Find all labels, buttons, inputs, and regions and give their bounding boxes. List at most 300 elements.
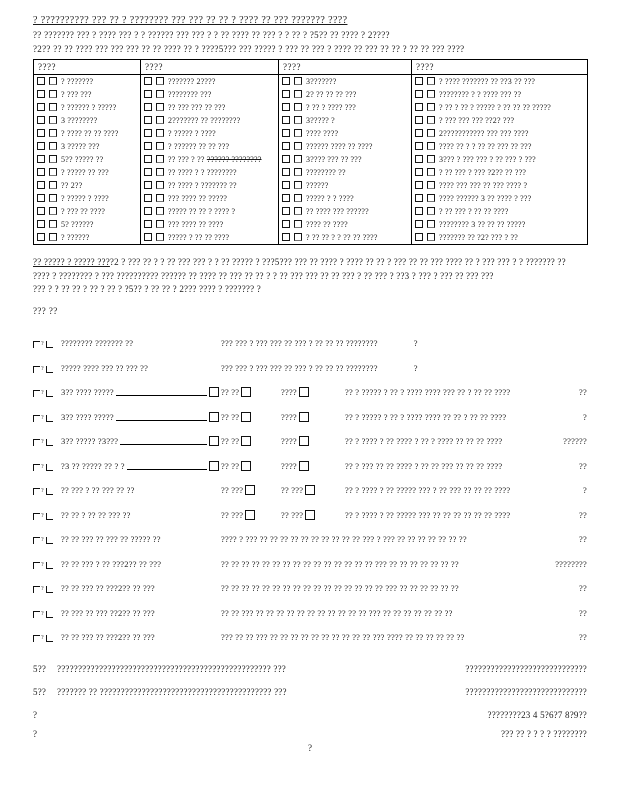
checklist-row (33, 593, 587, 618)
checkbox-no-icon[interactable] (156, 155, 164, 163)
condition-label: ?????? (306, 181, 329, 190)
row-right-text: ?? (579, 607, 587, 618)
footer-line-2 (33, 687, 587, 697)
checkbox-yes-icon[interactable] (282, 155, 290, 163)
footnote-mark: ? (41, 635, 44, 641)
checkbox-no-icon[interactable] (294, 90, 302, 98)
footnote-mark: ? (41, 365, 44, 372)
table-cell (141, 140, 279, 153)
checkbox-yes-icon[interactable] (415, 103, 423, 111)
footnote-mark: ? (41, 561, 44, 568)
row-prefix (33, 390, 59, 397)
row-prefix (33, 415, 59, 422)
table-header-cell: ???? (412, 60, 588, 75)
checkbox-no-icon[interactable] (294, 77, 302, 85)
condition-label: ? ?????? ?? ?? ??? (168, 142, 230, 151)
footnote-mark: ? (41, 390, 44, 396)
condition-label: ? ??? ?? ???? (61, 207, 106, 216)
table-cell (279, 179, 412, 192)
table-row (34, 127, 588, 140)
row-prefix (33, 439, 59, 446)
section-label: ??? ?? (33, 305, 58, 316)
checkbox-no-icon[interactable] (427, 168, 435, 176)
row-description: ?? ?? ?? ?? ?? ?? ?? ?? ?? ?? ?? ?? ?? ?? ?? ?? ??? ?? ?? ?? ?? ?? ?? (221, 583, 459, 593)
checkbox-yes-icon[interactable] (144, 116, 152, 124)
checkbox-yes-icon[interactable] (415, 220, 423, 228)
checklist-section (33, 324, 587, 643)
option-label: ?? ??? (281, 485, 304, 495)
row-prefix (33, 513, 59, 520)
checkbox-no-icon[interactable] (49, 168, 57, 176)
fill-in-line[interactable] (116, 392, 207, 396)
checkbox-icon[interactable] (33, 611, 40, 618)
checkbox-yes-icon[interactable] (37, 233, 45, 241)
checkbox-icon[interactable] (46, 439, 53, 446)
checkbox-no-icon[interactable] (294, 207, 302, 215)
signature-row-2 (33, 729, 587, 739)
checkbox-no-icon[interactable] (294, 142, 302, 150)
checkbox-no-icon[interactable] (156, 129, 164, 137)
signature-label: ??? ?? ? ? ? ? ???????? (500, 729, 587, 739)
checkbox-no-icon[interactable] (294, 220, 302, 228)
row-description: ?? ?? ?? ?? ?? ?? ?? ?? ?? ?? ?? ?? ?? ?? ?? ??? ?? ?? ?? ?? ?? ?? ?? (221, 558, 459, 569)
checkbox-icon[interactable] (46, 513, 53, 520)
option-checkbox-icon[interactable] (241, 461, 251, 471)
checkbox-yes-icon[interactable] (144, 233, 152, 241)
checkbox-no-icon[interactable] (156, 207, 164, 215)
checkbox-no-icon[interactable] (294, 194, 302, 202)
checkbox-yes-icon[interactable] (282, 142, 290, 150)
checkbox-yes-icon[interactable] (37, 181, 45, 189)
checkbox-no-icon[interactable] (427, 220, 435, 228)
row-description: ?? ? ????? ? ?? ? ???? ???? ?? ?? ? ?? ?? ???? (345, 411, 507, 422)
checkbox-yes-icon[interactable] (282, 116, 290, 124)
checkbox-yes-icon[interactable] (37, 142, 45, 150)
condition-label: ?? ???? ? ? ???????? (168, 168, 237, 177)
row-right-text: ?? (579, 387, 587, 397)
intro-line-2: ?2?? ?? ?? ???? ??? ??? ??? ?? ?? ???? ?? ? ????5??? ??? ????? ? ??? ?? ??? ? ???? ?? ??? ?? ?? ? ?? ?? ??? ???? (33, 44, 465, 54)
condition-label: ?? ???? ??? ?????? (306, 207, 369, 216)
condition-label: ???????? 3 ?? ?? ?? ????? (439, 220, 526, 229)
checkbox-yes-icon[interactable] (144, 155, 152, 163)
row-label: ?? ?? ? ?? ?? ??? ?? (61, 509, 131, 520)
condition-label: ? ???? ?? ?? ???? (61, 129, 119, 138)
checkbox-icon[interactable] (46, 611, 53, 618)
condition-label: ??????? ?? ?2? ??? ? ?? (439, 233, 518, 242)
checkbox-yes-icon[interactable] (282, 103, 290, 111)
footer-block (33, 664, 587, 697)
checkbox-yes-icon[interactable] (37, 155, 45, 163)
fill-in-line[interactable] (116, 417, 207, 421)
table-header-cell: ???? (279, 60, 412, 75)
checkbox-no-icon[interactable] (156, 142, 164, 150)
checkbox-icon[interactable] (33, 439, 40, 446)
checklist-row (33, 569, 587, 594)
checkbox-yes-icon[interactable] (37, 103, 45, 111)
checkbox-no-icon[interactable] (294, 103, 302, 111)
checkbox-icon[interactable] (33, 464, 40, 471)
checkbox-icon[interactable] (46, 586, 53, 593)
checkbox-yes-icon[interactable] (415, 207, 423, 215)
condition-label: 3??????? (306, 77, 337, 86)
checkbox-icon[interactable] (33, 586, 40, 593)
table-cell (141, 127, 279, 140)
checkbox-yes-icon[interactable] (37, 194, 45, 202)
checkbox-yes-icon[interactable] (144, 129, 152, 137)
checkbox-yes-icon[interactable] (415, 90, 423, 98)
instructions-paragraph (33, 256, 587, 297)
checkbox-no-icon[interactable] (49, 207, 57, 215)
table-cell (34, 179, 141, 192)
checkbox-no-icon[interactable] (427, 129, 435, 137)
footer-right-text: ????????????????????????????? (465, 687, 587, 697)
table-cell (412, 205, 588, 218)
row-label: 3?? ???? ????? (61, 411, 114, 422)
row-prefix (33, 586, 59, 593)
option-checkbox-icon[interactable] (241, 387, 251, 397)
footnote-mark: ? (41, 610, 44, 617)
option-checkbox-icon[interactable] (245, 485, 255, 495)
condition-label: ? ?????? ? ????? (61, 103, 117, 112)
table-cell (141, 231, 279, 245)
checkbox-no-icon[interactable] (427, 233, 435, 241)
table-cell (279, 153, 412, 166)
checkbox-no-icon[interactable] (156, 168, 164, 176)
checkbox-no-icon[interactable] (427, 155, 435, 163)
checkbox-yes-icon[interactable] (144, 103, 152, 111)
checkbox-icon[interactable] (33, 390, 40, 397)
option-checkbox-icon[interactable] (299, 412, 309, 422)
checkbox-icon[interactable] (46, 537, 53, 544)
condition-label: ????? ? ? ???? (306, 194, 354, 203)
checkbox-no-icon[interactable] (294, 155, 302, 163)
checkbox-icon[interactable] (209, 436, 219, 446)
row-prefix (33, 341, 59, 348)
row-description: ??? ??? ? ??? ??? ?? ??? ? ?? ?? ?? ???????? (221, 338, 378, 348)
table-cell (279, 166, 412, 179)
checkbox-no-icon[interactable] (427, 194, 435, 202)
checkbox-icon[interactable] (209, 461, 219, 471)
table-cell (279, 127, 412, 140)
condition-label: ? ?? ??? ? ??? ?2?? ?? ??? (439, 168, 527, 177)
history-table (33, 59, 588, 245)
page-footer-mark: ? (308, 743, 312, 753)
row-right-text: ???????? (555, 558, 587, 569)
checkbox-yes-icon[interactable] (415, 181, 423, 189)
checkbox-icon[interactable] (33, 513, 40, 520)
table-cell (34, 75, 141, 89)
checkbox-no-icon[interactable] (294, 233, 302, 241)
checkbox-yes-icon[interactable] (415, 116, 423, 124)
condition-label: ???? ?????? 3 ?? ???? ? ??? (439, 194, 532, 203)
condition-label: ? ?? ??? ? ?? ?? ???? (439, 207, 509, 216)
condition-label: ???? ??? ??? ?? ??? ???? ? (439, 181, 528, 190)
condition-label: ???????? ?? (306, 168, 346, 177)
row-description: ?? ? ???? ? ?? ???? ? ?? ? ???? ?? ?? ?? ???? (345, 436, 503, 446)
fill-in-line[interactable] (127, 466, 207, 470)
option-checkbox-icon[interactable] (305, 485, 315, 495)
row-label: ????? ???? ??? ?? ??? ?? (61, 362, 149, 373)
checkbox-icon[interactable] (46, 635, 53, 642)
checkbox-icon[interactable] (33, 635, 40, 642)
checkbox-no-icon[interactable] (427, 103, 435, 111)
table-cell (34, 88, 141, 101)
checkbox-icon[interactable] (46, 341, 53, 348)
row-description: ?? ? ??? ?? ?? ???? ? ?? ?? ??? ?? ?? ?? ???? (345, 460, 503, 471)
checkbox-no-icon[interactable] (156, 194, 164, 202)
option-label: ?? ?? (221, 387, 240, 397)
checkbox-yes-icon[interactable] (144, 142, 152, 150)
checkbox-yes-icon[interactable] (415, 155, 423, 163)
condition-label: ?? ??? ??? ?? ??? (168, 103, 226, 112)
checkbox-icon[interactable] (33, 562, 40, 569)
table-cell (141, 88, 279, 101)
table-header-row (34, 60, 588, 75)
row-label: ?? ?? ??? ?? ???2?? ?? ??? (61, 583, 155, 593)
table-cell (412, 101, 588, 114)
checkbox-icon[interactable] (46, 415, 53, 422)
checkbox-yes-icon[interactable] (37, 129, 45, 137)
footnote-mark: ? (41, 537, 44, 543)
intro-line-1: ?? ??????? ??? ? ???? ??? ? ? ?????? ??? ??? ? ? ?? ???? ?? ??? ? ? ?? ? ?5?? ?? ???? ? 2???? (33, 30, 390, 40)
checkbox-no-icon[interactable] (427, 142, 435, 150)
checkbox-yes-icon[interactable] (282, 181, 290, 189)
condition-label: ???? ?? ? ? ?? ?? ??? ?? ??? (439, 142, 532, 151)
checkbox-yes-icon[interactable] (282, 77, 290, 85)
checklist-row (33, 520, 587, 545)
table-cell (141, 179, 279, 192)
footnote-mark: ? (41, 512, 44, 519)
checkbox-yes-icon[interactable] (37, 207, 45, 215)
footnote-mark: ? (41, 488, 44, 494)
row-mark: ? (413, 362, 418, 373)
option-label: ???? (281, 460, 297, 471)
footnote-mark: ? (41, 586, 44, 592)
option-checkbox-icon[interactable] (299, 387, 309, 397)
checkbox-yes-icon[interactable] (282, 207, 290, 215)
option-label: ?? ?? (221, 411, 240, 422)
checkbox-icon[interactable] (33, 341, 40, 348)
table-cell (34, 218, 141, 231)
checkbox-yes-icon[interactable] (415, 142, 423, 150)
condition-label: ?????? ???? ?? ???? (306, 142, 373, 151)
table-cell (412, 231, 588, 245)
row-right-text: ?? (579, 460, 587, 471)
row-label: ?? ?? ??? ?? ???2?? ?? ??? (61, 632, 155, 642)
checkbox-no-icon[interactable] (427, 116, 435, 124)
checkbox-no-icon[interactable] (427, 77, 435, 85)
checkbox-no-icon[interactable] (427, 90, 435, 98)
date-digits: ????????23 4 5?6?7 8?9?? (487, 710, 587, 720)
table-row (34, 166, 588, 179)
table-cell (279, 88, 412, 101)
checkbox-no-icon[interactable] (427, 207, 435, 215)
condition-label: ?? 2?? (61, 181, 83, 190)
table-row (34, 153, 588, 166)
table-row (34, 88, 588, 101)
checkbox-yes-icon[interactable] (415, 129, 423, 137)
checkbox-yes-icon[interactable] (144, 90, 152, 98)
option-checkbox-icon[interactable] (305, 510, 315, 520)
row-right-text: ? (583, 485, 587, 495)
checkbox-no-icon[interactable] (49, 155, 57, 163)
table-cell (141, 166, 279, 179)
row-description: ???? ? ??? ?? ?? ?? ?? ?? ?? ?? ?? ?? ?? ??? ? ??? ?? ?? ?? ?? ?? ?? ?? (221, 534, 467, 544)
footer-num: 5?? (33, 664, 47, 674)
row-prefix (33, 488, 59, 495)
row-description: ??? ??? ? ??? ??? ?? ??? ? ?? ?? ?? ???????? (221, 362, 378, 373)
checklist-row (33, 324, 587, 349)
checkbox-no-icon[interactable] (49, 77, 57, 85)
checkbox-no-icon[interactable] (156, 220, 164, 228)
checkbox-no-icon[interactable] (156, 103, 164, 111)
checkbox-icon[interactable] (33, 488, 40, 495)
condition-label: 3 ????? ??? (61, 142, 100, 151)
condition-label: ?? ???? ? ??????? ?? (168, 181, 237, 190)
signature-mark: ? (33, 710, 38, 720)
checkbox-yes-icon[interactable] (282, 220, 290, 228)
checklist-row (33, 495, 587, 520)
checkbox-no-icon[interactable] (49, 90, 57, 98)
checkbox-icon[interactable] (46, 562, 53, 569)
checkbox-no-icon[interactable] (156, 90, 164, 98)
table-cell (279, 75, 412, 89)
table-cell (141, 75, 279, 89)
checkbox-no-icon[interactable] (427, 181, 435, 189)
checkbox-yes-icon[interactable] (415, 233, 423, 241)
checkbox-yes-icon[interactable] (282, 129, 290, 137)
table-row (34, 231, 588, 245)
condition-label: ????? ?? ?? ? ???? ? (168, 207, 236, 216)
option-label: ?? ?? (221, 460, 240, 471)
checkbox-yes-icon[interactable] (37, 116, 45, 124)
checkbox-yes-icon[interactable] (144, 181, 152, 189)
checkbox-yes-icon[interactable] (144, 77, 152, 85)
checkbox-yes-icon[interactable] (144, 168, 152, 176)
table-cell (412, 218, 588, 231)
checkbox-yes-icon[interactable] (415, 194, 423, 202)
checkbox-no-icon[interactable] (49, 194, 57, 202)
paragraph-line-1: ?? ????? ? ????? ????2 ? ??? ?? ? ? ?? ??? ??? ? ? ?? ????? ? ???5??? ??? ?? ???? ? ???? ?? ?? ? ??? ?? ?? ??? ???? ?? ? ??? ??? ? ? ??????? ?? (33, 257, 566, 267)
table-cell (412, 140, 588, 153)
checklist-row (33, 373, 587, 398)
checkbox-icon[interactable] (46, 464, 53, 471)
table-row (34, 218, 588, 231)
checkbox-no-icon[interactable] (49, 181, 57, 189)
checkbox-no-icon[interactable] (294, 181, 302, 189)
row-label: ?? ?? ??? ? ?? ???2?? ?? ??? (61, 558, 162, 569)
checkbox-no-icon[interactable] (294, 168, 302, 176)
checkbox-icon[interactable] (46, 488, 53, 495)
checkbox-no-icon[interactable] (294, 129, 302, 137)
checkbox-yes-icon[interactable] (37, 77, 45, 85)
checklist-row (33, 446, 587, 471)
option-checkbox-icon[interactable] (241, 436, 251, 446)
table-cell (141, 101, 279, 114)
condition-label: ? ????? ? ???? (61, 194, 109, 203)
checkbox-no-icon[interactable] (49, 220, 57, 228)
row-description: ?? ? ???? ? ?? ????? ??? ? ?? ??? ?? ?? ?? ???? (345, 485, 511, 495)
table-cell (141, 114, 279, 127)
condition-label: 3 ???????? (61, 116, 98, 125)
condition-label: ? ??????? (61, 77, 94, 86)
checkbox-icon[interactable] (209, 412, 219, 422)
checkbox-no-icon[interactable] (156, 116, 164, 124)
checkbox-yes-icon[interactable] (37, 168, 45, 176)
checkbox-no-icon[interactable] (156, 181, 164, 189)
row-label: ?? ?? ??? ?? ??? ?? ????? ?? (61, 534, 161, 544)
condition-label: 3????? ? (306, 116, 335, 125)
option-checkbox-icon[interactable] (299, 461, 309, 471)
checkbox-no-icon[interactable] (49, 103, 57, 111)
checkbox-icon[interactable] (209, 387, 219, 397)
option-checkbox-icon[interactable] (241, 412, 251, 422)
checkbox-icon[interactable] (33, 415, 40, 422)
option-label: ???? (281, 436, 297, 446)
condition-label: 3??? ? ??? ??? ? ?? ??? ? ??? (439, 155, 536, 164)
fill-in-line[interactable] (120, 441, 207, 445)
checkbox-yes-icon[interactable] (282, 90, 290, 98)
table-header-cell: ???? (34, 60, 141, 75)
checkbox-yes-icon[interactable] (282, 168, 290, 176)
checkbox-icon[interactable] (33, 366, 40, 373)
checkbox-yes-icon[interactable] (144, 207, 152, 215)
checkbox-no-icon[interactable] (156, 77, 164, 85)
table-cell (34, 127, 141, 140)
condition-label: ? ?? ? ?? ? ????? ? ?? ?? ?? ????? (439, 103, 552, 112)
row-label: ?? ??? ? ?? ??? ?? ?? (61, 485, 135, 495)
checkbox-no-icon[interactable] (294, 116, 302, 124)
option-label: ?? ??? (221, 485, 244, 495)
row-description: ??? ?? ?? ??? ?? ?? ?? ?? ?? ?? ?? ?? ?? ?? ??? ???? ?? ?? ?? ?? ?? ?? (221, 632, 465, 642)
checkbox-yes-icon[interactable] (415, 168, 423, 176)
table-cell (34, 231, 141, 245)
option-label: ?? ??? (221, 509, 244, 520)
condition-label: ??????? 2???? (168, 77, 216, 86)
checkbox-yes-icon[interactable] (415, 77, 423, 85)
checkbox-yes-icon[interactable] (282, 233, 290, 241)
checkbox-yes-icon[interactable] (144, 220, 152, 228)
checkbox-yes-icon[interactable] (37, 220, 45, 228)
condition-label: ? ?????? (61, 233, 90, 242)
condition-label: ???????? ? ? ???? ??? ?? (439, 90, 522, 99)
table-row (34, 192, 588, 205)
checkbox-no-icon[interactable] (49, 129, 57, 137)
table-cell (412, 127, 588, 140)
checkbox-icon[interactable] (46, 390, 53, 397)
checkbox-yes-icon[interactable] (144, 194, 152, 202)
checkbox-icon[interactable] (46, 366, 53, 373)
option-checkbox-icon[interactable] (245, 510, 255, 520)
row-right-text: ?? (579, 632, 587, 642)
option-label: ?? ??? (281, 509, 304, 520)
checkbox-no-icon[interactable] (156, 233, 164, 241)
signature-mark: ? (33, 729, 38, 739)
option-checkbox-icon[interactable] (299, 436, 309, 446)
condition-label: 2? ?? ?? ?? ??? (306, 90, 357, 99)
checkbox-no-icon[interactable] (49, 233, 57, 241)
row-prefix (33, 366, 59, 373)
checkbox-no-icon[interactable] (49, 142, 57, 150)
checkbox-no-icon[interactable] (49, 116, 57, 124)
row-prefix (33, 611, 59, 618)
condition-label: ??? ???? ?? ????? (168, 194, 228, 203)
row-label: ?? ??? ?? ??? ??2?? ?? ??? (61, 607, 155, 618)
condition-label: 5? ?????? (61, 220, 94, 229)
checkbox-icon[interactable] (33, 537, 40, 544)
checkbox-yes-icon[interactable] (282, 194, 290, 202)
checkbox-yes-icon[interactable] (37, 90, 45, 98)
